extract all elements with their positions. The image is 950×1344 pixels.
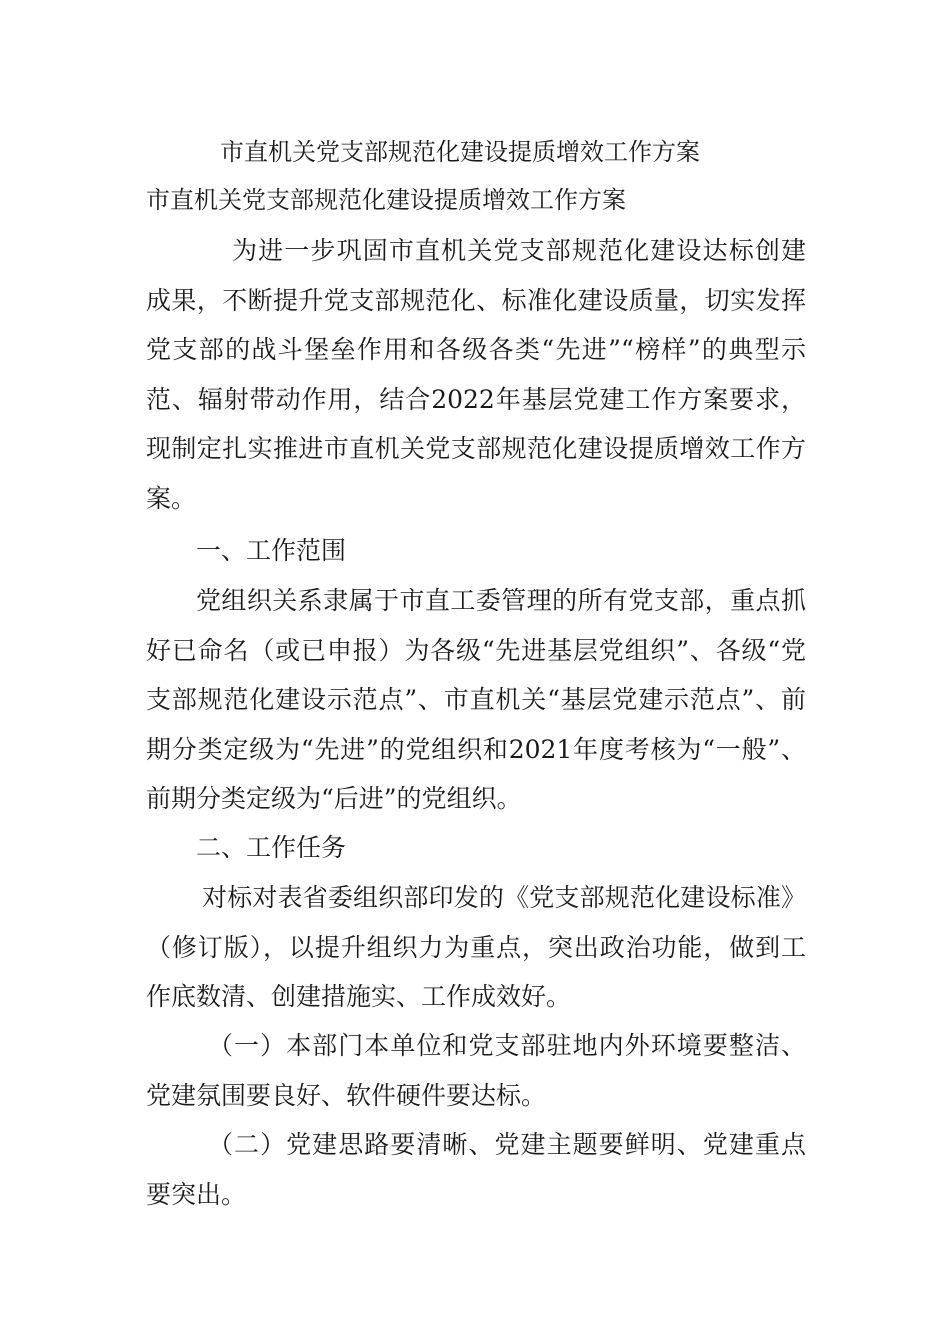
document-subtitle: 市直机关党支部规范化建设提质增效工作方案 xyxy=(146,186,626,214)
task-item-2: （二）党建思路要清晰、党建主题要鲜明、党建重点要突出。 xyxy=(146,1130,806,1209)
task-item-1: （一）本部门本单位和党支部驻地内外环境要整洁、党建氛围要良好、软件硬件要达标。 xyxy=(146,1031,806,1110)
document-title: 市直机关党支部规范化建设提质增效工作方案 xyxy=(220,138,700,166)
scope-paragraph: 党组织关系隶属于市直工委管理的所有党支部，重点抓好已命名（或已申报）为各级“先进基层党组织”、各级“党支部规范化建设示范点”、市直机关“基层党建示范点”、前期分类定级为“先进”的党组织和2021年度考核为“一般”、前期分类定级为“后进”的党组织。 xyxy=(146,586,806,813)
intro-paragraph: 为进一步巩固市直机关党支部规范化建设达标创建成果，不断提升党支部规范化、标准化建设质量，切实发挥党支部的战斗堡垒作用和各级各类“先进”“榜样”的典型示范、辐射带动作用，结合2022年基层党建工作方案要求，现制定扎实推进市直机关党支部规范化建设提质增效工作方案。 xyxy=(146,236,806,513)
section-heading-tasks: 二、工作任务 xyxy=(196,833,347,862)
tasks-paragraph: 对标对表省委组织部印发的《党支部规范化建设标准》（修订版），以提升组织力为重点，突出政治功能，做到工作底数清、创建措施实、工作成效好。 xyxy=(146,883,806,1011)
section-heading-scope: 一、工作范围 xyxy=(196,536,347,565)
